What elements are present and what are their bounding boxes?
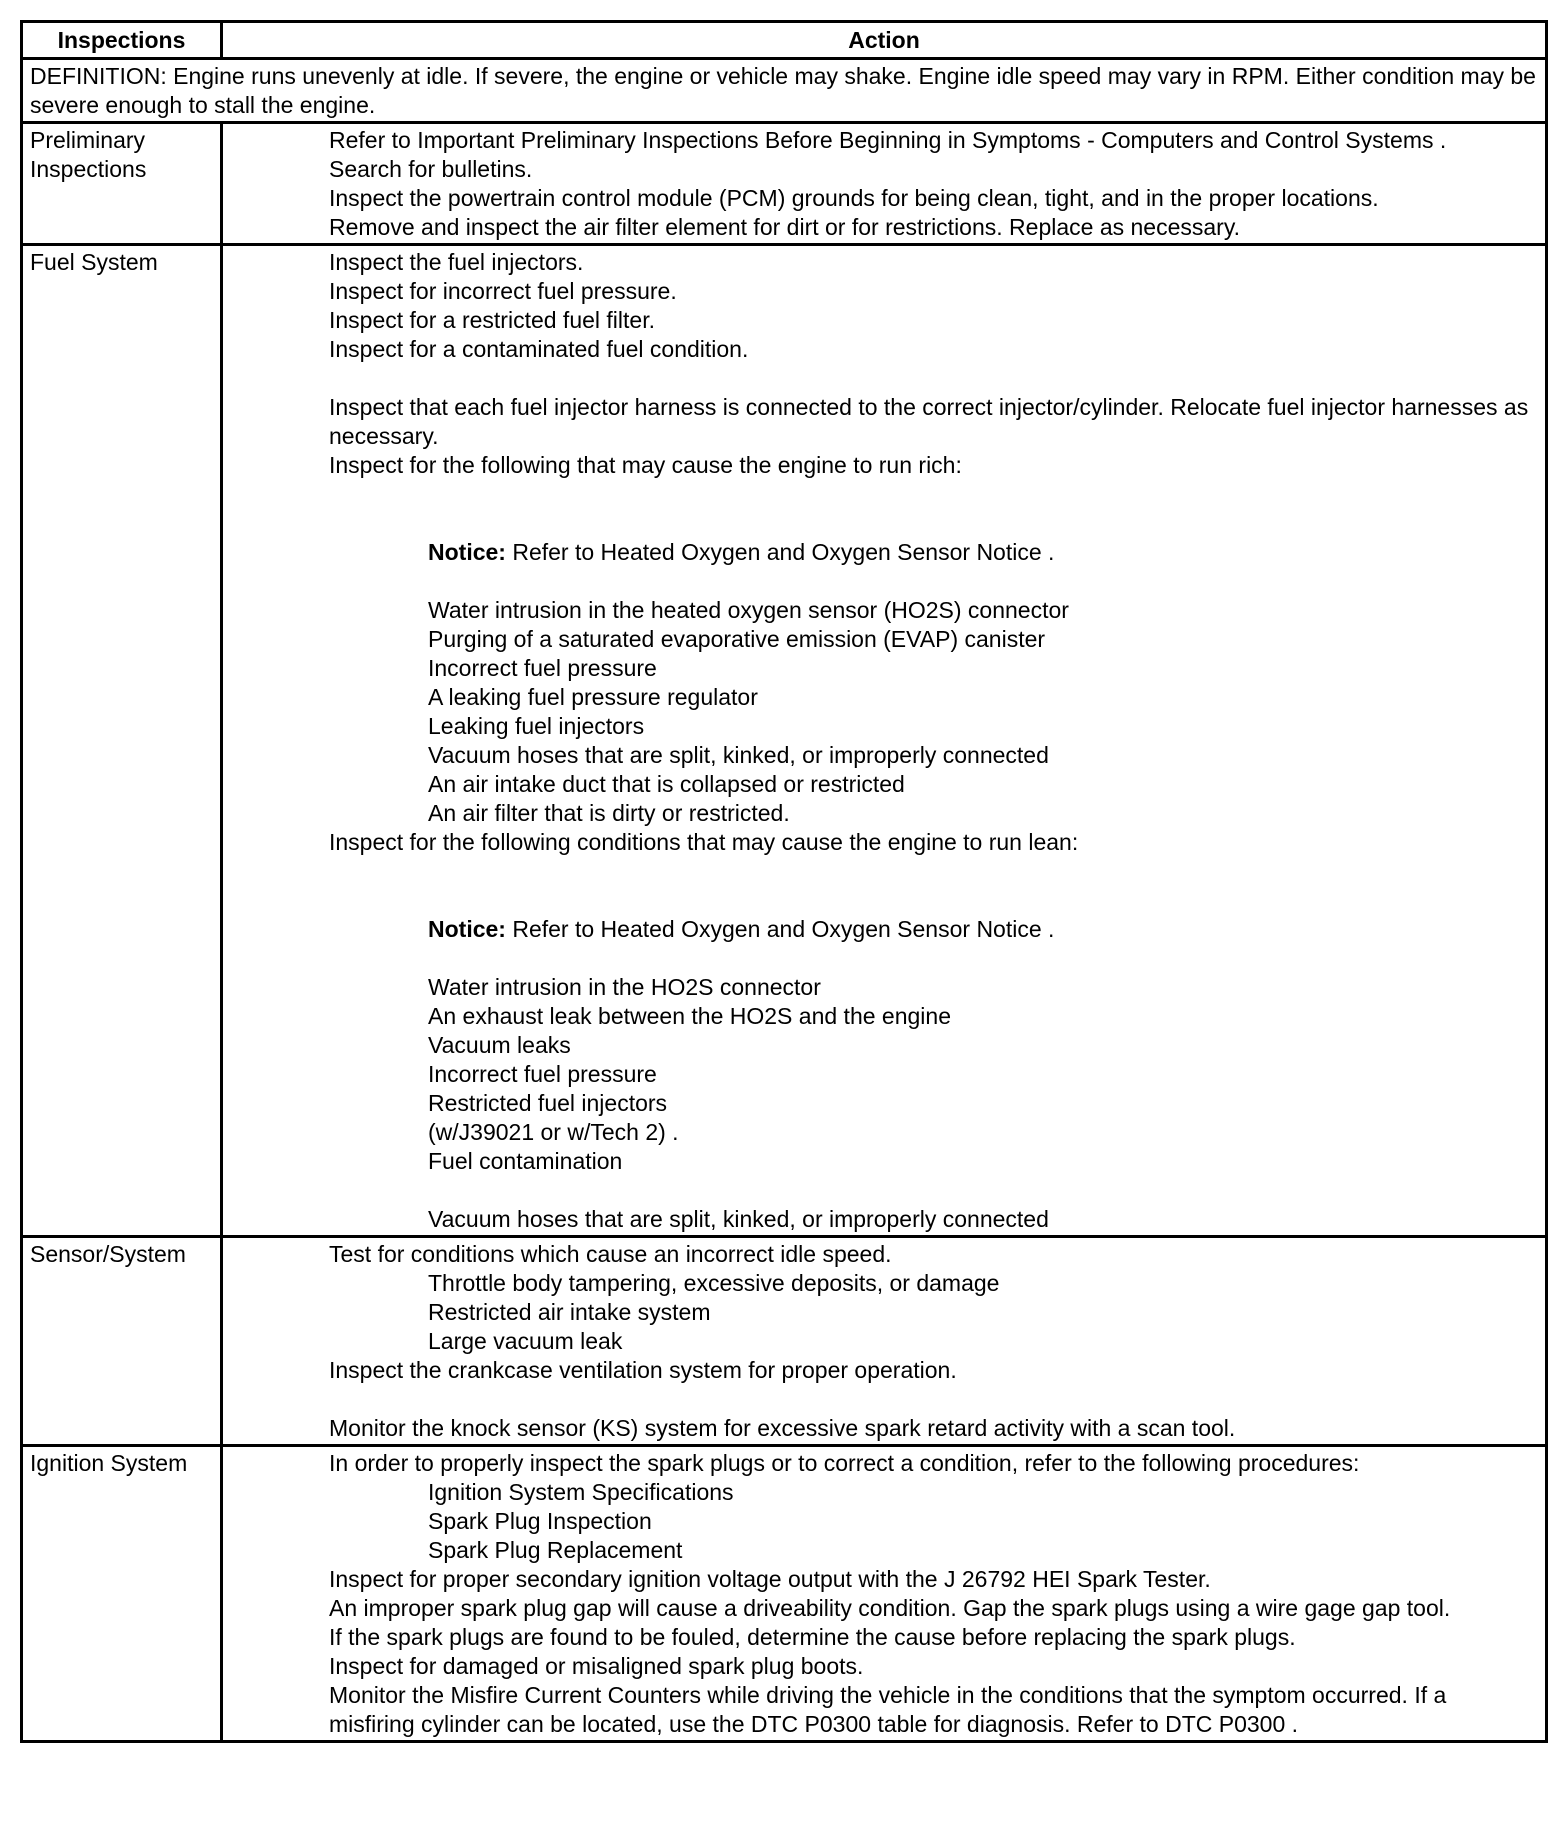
list-item: Vacuum hoses that are split, kinked, or improperly connected: [428, 742, 1049, 768]
table-header-row: [22, 22, 1547, 59]
list-item: Ignition System Specifications: [428, 1479, 734, 1505]
definition-row: [22, 59, 1547, 123]
table-row: [22, 1237, 1547, 1446]
action-line: Test for conditions which cause an incorrect idle speed.: [329, 1241, 892, 1267]
notice-line: [230, 915, 1538, 944]
row-label-fuel: Fuel System: [22, 245, 222, 1237]
document-page: [20, 20, 1548, 1743]
table-row: [22, 123, 1547, 245]
list-item: Vacuum hoses that are split, kinked, or improperly connected: [428, 1206, 1049, 1232]
action-line: Inspect for the following that may cause the engine to run rich:: [329, 452, 962, 478]
list-item: Restricted fuel injectors: [428, 1090, 668, 1116]
list-item: An air intake duct that is collapsed or restricted: [428, 771, 905, 797]
row-label-ignition: Ignition System: [22, 1446, 222, 1742]
action-line: Search for bulletins.: [329, 156, 533, 182]
notice-line: [230, 538, 1538, 567]
action-line: If the spark plugs are found to be fouled, determine the cause before replacing the spark plugs.: [329, 1624, 1296, 1650]
header-inspections: Inspections: [22, 22, 222, 59]
action-line: Inspect the fuel injectors.: [329, 249, 584, 275]
row-action-sensor: [222, 1237, 1547, 1446]
action-line: Refer to Important Preliminary Inspections Before Beginning in Symptoms - Computers and Control Systems .: [329, 127, 1447, 153]
row-action-fuel: [222, 245, 1547, 1237]
action-line: Inspect for the following conditions that may cause the engine to run lean:: [329, 829, 1079, 855]
list-item: Large vacuum leak: [428, 1328, 623, 1354]
list-item: (w/J39021 or w/Tech 2) .: [428, 1119, 679, 1145]
action-line: Inspect the powertrain control module (PCM) grounds for being clean, tight, and in the proper locations.: [329, 185, 1379, 211]
list-item: Purging of a saturated evaporative emission (EVAP) canister: [428, 626, 1046, 652]
list-item: Throttle body tampering, excessive deposits, or damage: [428, 1270, 1000, 1296]
action-line: Monitor the Misfire Current Counters while driving the vehicle in the conditions that the symptom occurred. If a misfiring cylinder can be located, use the DTC P0300 table for diagnosis. Refer to DTC P0300 .: [329, 1682, 1453, 1737]
row-action-preliminary: [222, 123, 1547, 245]
action-line: Inspect for damaged or misaligned spark plug boots.: [329, 1653, 864, 1679]
list-item: Restricted air intake system: [428, 1299, 711, 1325]
list-item: Water intrusion in the heated oxygen sensor (HO2S) connector: [428, 597, 1069, 623]
notice-text: Refer to Heated Oxygen and Oxygen Sensor Notice .: [505, 916, 1055, 942]
action-line: Inspect the crankcase ventilation system for proper operation.: [329, 1357, 957, 1383]
action-line: Monitor the knock sensor (KS) system for excessive spark retard activity with a scan tool.: [329, 1415, 1236, 1441]
action-line: Inspect that each fuel injector harness is connected to the correct injector/cylinder. Relocate fuel injector harnesses as necessary.: [329, 394, 1535, 449]
action-line: Inspect for proper secondary ignition voltage output with the J 26792 HEI Spark Tester.: [329, 1566, 1211, 1592]
list-item: Leaking fuel injectors: [428, 713, 645, 739]
definition-text: DEFINITION: Engine runs unevenly at idle. If severe, the engine or vehicle may shake. Engine idle speed may vary in RPM. Either condition may be severe enough to stall the engine.: [22, 59, 1547, 123]
notice-label: Notice:: [428, 916, 506, 942]
notice-label: Notice:: [428, 539, 506, 565]
row-label-sensor: Sensor/System: [22, 1237, 222, 1446]
list-item: Incorrect fuel pressure: [428, 1061, 657, 1087]
list-item: An exhaust leak between the HO2S and the engine: [428, 1003, 951, 1029]
table-row: [22, 245, 1547, 1237]
row-action-ignition: [222, 1446, 1547, 1742]
action-line: Remove and inspect the air filter element for dirt or for restrictions. Replace as necessary.: [329, 214, 1241, 240]
row-label-preliminary: Preliminary Inspections: [22, 123, 222, 245]
list-item: Spark Plug Replacement: [428, 1537, 683, 1563]
list-item: Water intrusion in the HO2S connector: [428, 974, 821, 1000]
notice-text: Refer to Heated Oxygen and Oxygen Sensor Notice .: [505, 539, 1055, 565]
diagnosis-table: [20, 20, 1548, 1743]
list-item: An air filter that is dirty or restricted.: [428, 800, 790, 826]
action-line: Inspect for a contaminated fuel condition.: [329, 336, 749, 362]
list-item: A leaking fuel pressure regulator: [428, 684, 758, 710]
list-item: Incorrect fuel pressure: [428, 655, 657, 681]
action-line: In order to properly inspect the spark plugs or to correct a condition, refer to the following procedures:: [329, 1450, 1360, 1476]
table-row: [22, 1446, 1547, 1742]
action-line: An improper spark plug gap will cause a driveability condition. Gap the spark plugs using a wire gage gap tool.: [329, 1595, 1451, 1621]
action-line: Inspect for incorrect fuel pressure.: [329, 278, 677, 304]
header-action: Action: [222, 22, 1547, 59]
action-line: Inspect for a restricted fuel filter.: [329, 307, 655, 333]
list-item: Spark Plug Inspection: [428, 1508, 652, 1534]
list-item: Vacuum leaks: [428, 1032, 571, 1058]
list-item: Fuel contamination: [428, 1148, 623, 1174]
